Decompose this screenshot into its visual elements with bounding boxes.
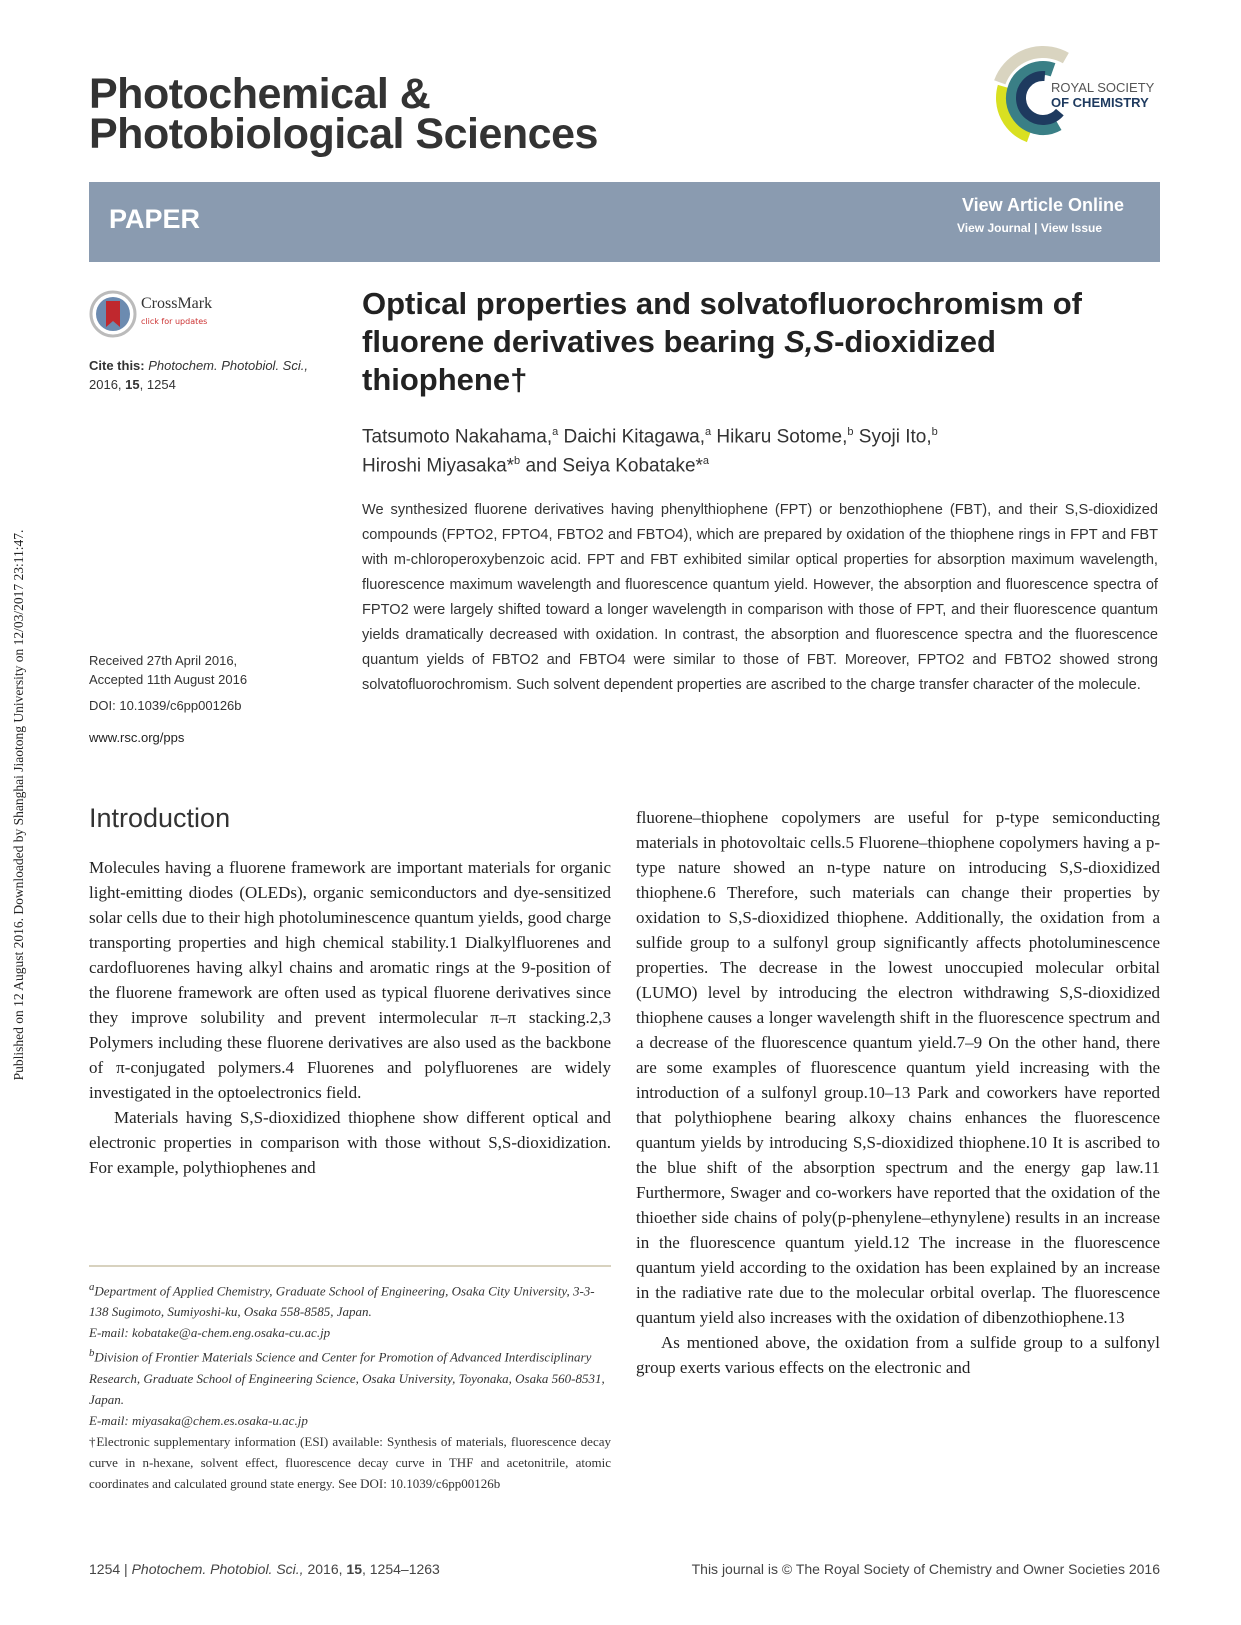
footer-journal: Photochem. Photobiol. Sci., (131, 1561, 304, 1577)
logo-text-line1: ROYAL SOCIETY (1051, 80, 1155, 95)
view-article-online-link[interactable]: View Article Online (961, 195, 1124, 215)
author-affiliation: a (702, 455, 710, 468)
affiliation-a-email[interactable]: E-mail: kobatake@a-chem.eng.osaka-cu.ac.jp (89, 1325, 331, 1341)
affiliation-a-text: Department of Applied Chemistry, Graduate School of Engineering, Osaka City University, 3-3-138 Sugimoto, Sumiyoshi-ku, Osaka 558-8585, Japan. (89, 1283, 595, 1320)
footnote-affiliation-a (89, 1277, 611, 1322)
view-links-separator: | (1030, 221, 1041, 235)
author-affiliation: b (514, 455, 521, 468)
intro-paragraph: Molecules having a fluorene framework are important materials for organic light-emitting diodes (OLEDs), organic semiconductors and dye-sensitized solar cells due to their high photoluminescence quantum yields, good charge transporting properties and high chemical stability.1 Dialkylfluorenes and cardofluorenes having alkyl chains and aromatic rings at the 9-position of the fluorene framework are often used as typical fluorene derivatives since they improve solubility and prevent intermolecular π–π stacking.2,3 Polymers including these fluorene derivatives are also used as the backbone of π-conjugated polymers.4 Fluorenes and polyfluorenes are widely investigated in the optoelectronics field. (89, 858, 611, 1102)
title-line2-end: -dioxidized (834, 324, 996, 359)
accepted-date: Accepted 11th August 2016 (89, 672, 248, 687)
intro-paragraph: Materials having S,S-dioxidized thiophene show different optical and electronic properties in comparison with those without S,S-dioxidization. For example, polythiophenes and (89, 1108, 611, 1177)
footer-year: 2016, (303, 1561, 347, 1577)
intro-paragraph: fluorene–thiophene copolymers are useful for p-type semiconducting materials in photovoltaic cells.5 Fluorene–thiophene copolymers having a p-type nature showed an n-type nature on introducing S,S-dioxidized thiophene.6 Therefore, such materials can change their properties by oxidation to S,S-dioxidized thiophene. Additionally, the oxidation from a sulfide group to a sulfonyl group significantly affects photoluminescence properties. The decrease in the lowest unoccupied molecular orbital (LUMO) level by introducing the electron withdrawing S,S-dioxidized thiophene causes a longer wavelength shift in the fluorescence spectrum and a decrease of the fluorescence quantum yield.7–9 On the other hand, there are some examples of fluorescence quantum yield increasing with the introduction of a sulfonyl group.10–13 Park and coworkers have reported that polythiophene bearing alkoxy chains enhances the fluorescence quantum yields by introducing S,S-dioxidized thiophene.10 It is ascribed to the blue shift of the absorption spectrum and the energy gap law.11 Furthermore, Swager and co-workers have reported that the oxidation of the thioether side chains of poly(p-phenylene–ethynylene) results in an increase in the fluorescence quantum yield.12 The increase in the fluorescence quantum yield according to the oxidation has been explained by an increase in the radiative rate due to the molecular orbital overlap. The fluorescence quantum yield also increases with the oxidation of dibenzothiophene.13 (636, 808, 1160, 1327)
author-affiliation: b (931, 426, 938, 438)
received-dates (89, 651, 247, 689)
download-stamp: Published on 12 August 2016. Downloaded by Shanghai Jiaotong University on 12/03/2017 23:11:47. (11, 529, 26, 1081)
footer-volume: 15 (346, 1561, 362, 1577)
cite-page: 1254 (146, 377, 176, 392)
footnote-affiliation-b (89, 1343, 611, 1409)
title-line2: fluorene derivatives bearing (362, 324, 785, 359)
view-journal-link[interactable]: View Journal (957, 221, 1031, 235)
title-ss: S,S (784, 324, 835, 359)
logo-text-line2: OF CHEMISTRY (1051, 95, 1149, 110)
journal-title-line2: Photobiological Sciences (89, 110, 598, 158)
cite-volume: 15 (125, 377, 140, 392)
author-name[interactable]: Hikaru Sotome, (711, 426, 848, 448)
doi[interactable]: DOI: 10.1039/c6pp00126b (89, 698, 242, 713)
author-name[interactable]: Hiroshi Miyasaka* (362, 455, 515, 477)
footnotes (89, 1277, 611, 1494)
author-name[interactable]: Tatsumoto Nakahama, (362, 426, 553, 448)
author-name[interactable]: and Seiya Kobatake* (520, 455, 703, 477)
cite-journal: Photochem. Photobiol. Sci., (148, 358, 308, 373)
affiliation-b-text: Division of Frontier Materials Science and Center for Promotion of Advanced Interdisciplinary Research, Graduate School of Engineering Science, Osaka University, Toyonaka, Osaka 560-8531, Japan. (89, 1349, 605, 1407)
journal-website-link[interactable]: www.rsc.org/pps (89, 730, 185, 745)
footnote-mark: a (89, 1281, 95, 1293)
view-links (957, 221, 1102, 235)
journal-title (89, 70, 598, 158)
article-title (362, 285, 1152, 399)
footer-pages: , 1254–1263 (361, 1561, 440, 1577)
author-affiliation: b (847, 426, 854, 438)
title-line3: thiophene† (362, 362, 528, 397)
title-line1: Optical properties and solvatofluorochromism of (362, 286, 1082, 321)
journal-title-line1: Photochemical & (89, 70, 431, 118)
footer-separator: | (120, 1561, 132, 1577)
esi-footnote: †Electronic supplementary information (ESI) available: Synthesis of materials, fluorescence decay curve in n-hexane, solvent effect, fluorescence decay curve in THF and acetonitrile, atomic coordinates and calculated ground state energy. See DOI: 10.1039/c6pp00126b (89, 1433, 611, 1491)
crossmark-sublabel: click for updates (141, 317, 208, 326)
body-column-right (636, 805, 1160, 1380)
footnote-divider (89, 1265, 611, 1267)
rsc-logo[interactable] (993, 42, 1161, 154)
citation-block: Cite this: Photochem. Photobiol. Sci., 2016, 15, 1254 (89, 358, 308, 392)
cite-year: 2016, (89, 377, 122, 392)
crossmark-icon (89, 290, 137, 338)
page-footer-left (89, 1561, 440, 1577)
body-column-left (89, 855, 611, 1180)
affiliation-b-email[interactable]: E-mail: miyasaka@chem.es.osaka-u.ac.jp (89, 1412, 308, 1428)
section-heading-introduction: Introduction (89, 803, 231, 833)
author-affiliation: a (705, 426, 712, 438)
article-banner (89, 182, 1160, 262)
intro-paragraph: As mentioned above, the oxidation from a sulfide group to a sulfonyl group exerts various effects on the electronic and (636, 1333, 1160, 1377)
abstract: We synthesized fluorene derivatives having phenylthiophene (FPT) or benzothiophene (FBT), and their S,S-dioxidized compounds (FPTO2, FPTO4, FBTO2 and FBTO4), which are prepared by oxidation of the thiophene rings in FPT and FBT with m-chloroperoxybenzoic acid. FPT and FBT exhibited similar optical properties for absorption maximum wavelength, fluorescence maximum wavelength and fluorescence quantum yield. However, the absorption and fluorescence spectra of FPTO2 were largely shifted toward a longer wavelength in comparison with those of FPT, and their fluorescence quantum yields dramatically decreased with oxidation. In contrast, the absorption and fluorescence spectra and the fluorescence quantum yields of FBTO2 and FBTO4 were similar to those of FBT. Moreover, FPTO2 and FBTO2 showed strong solvatofluorochromism. Such solvent dependent properties are ascribed to the charge transfer character of the molecule. (362, 502, 1158, 693)
author-list (362, 420, 1152, 479)
crossmark-label: CrossMark (141, 295, 213, 312)
cite-label: Cite this: (89, 358, 145, 373)
article-type-label: PAPER (109, 204, 201, 234)
author-name[interactable]: Daichi Kitagawa, (558, 426, 706, 448)
page-number: 1254 (89, 1561, 121, 1577)
crossmark-badge[interactable] (89, 290, 229, 338)
view-issue-link[interactable]: View Issue (1040, 221, 1102, 235)
received-date: Received 27th April 2016, (89, 653, 238, 668)
page-footer-copyright: This journal is © The Royal Society of Chemistry and Owner Societies 2016 (691, 1561, 1160, 1577)
footnote-mark: b (89, 1347, 95, 1360)
author-name[interactable]: Syoji Ito, (853, 426, 932, 448)
author-affiliation: a (552, 426, 559, 438)
